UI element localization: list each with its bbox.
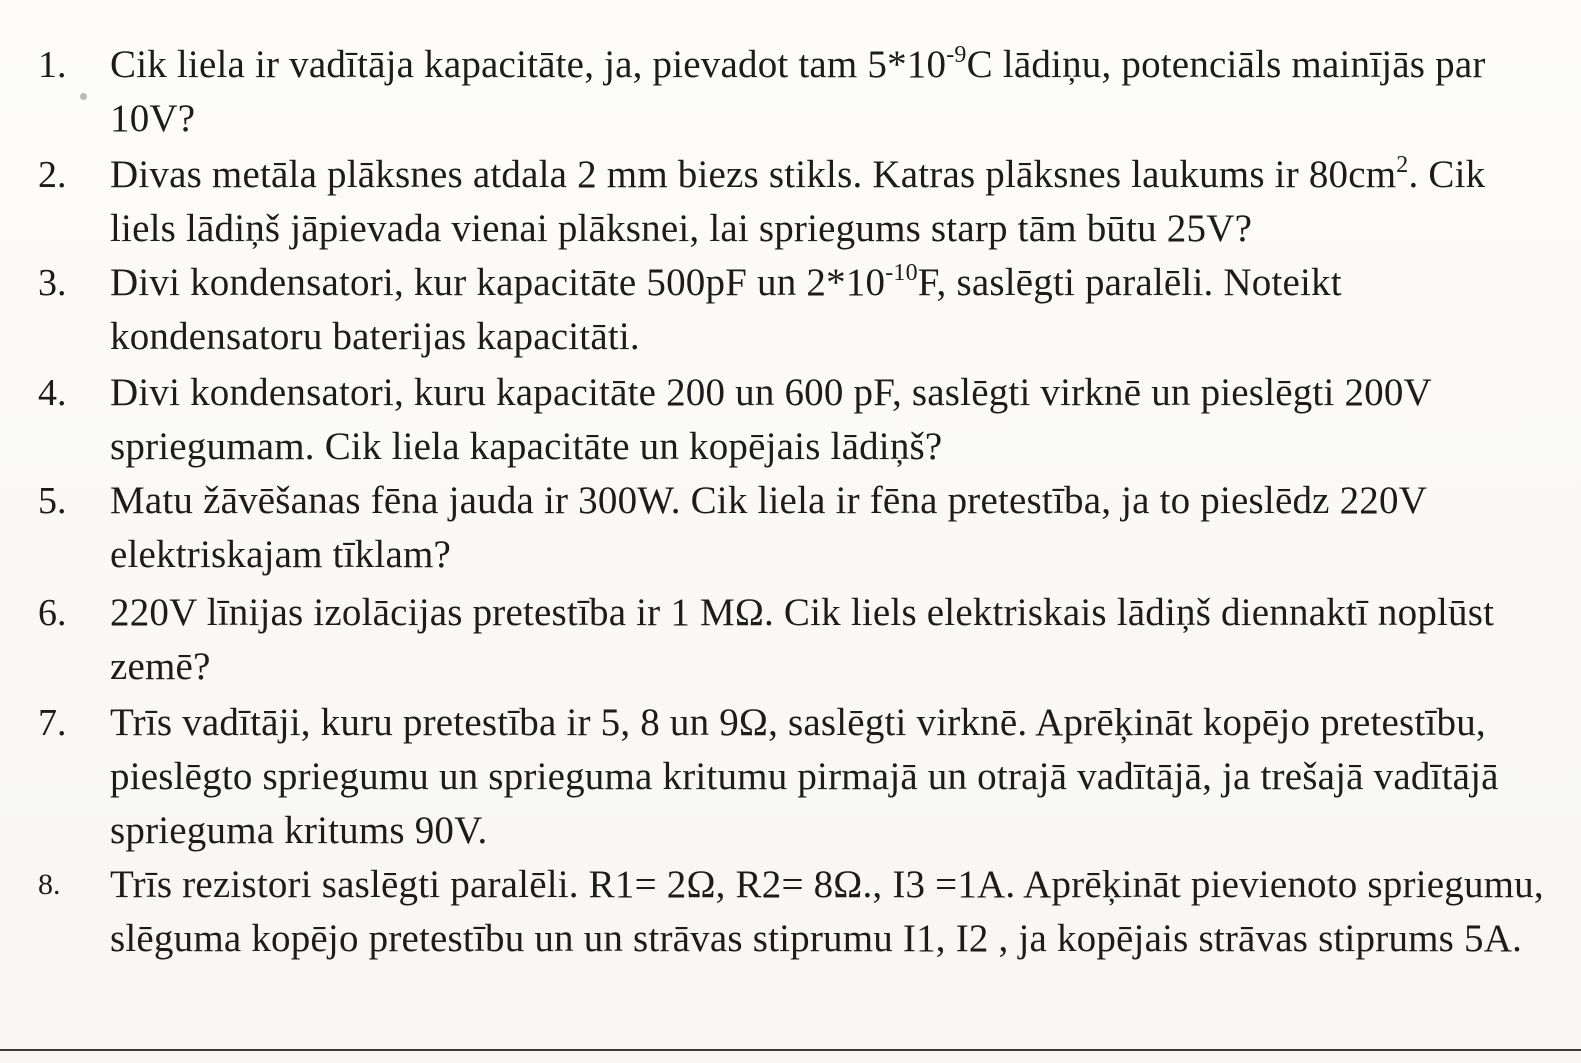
problem-text: Trīs rezistori saslēgti paralēli. R1= 2Ω, R2= 8Ω., I3 =1A. Aprēķināt pievienoto spriegumu, slēguma kopējo pretestību un un strāvas stiprumu I1, I2 , ja kopējais strāvas stiprums 5A. — [110, 863, 1544, 960]
problem-number: 6. — [38, 592, 67, 634]
problem-item — [0, 148, 1581, 256]
problem-text: Divi kondensatori, kuru kapacitāte 200 un 600 pF, saslēgti virknē un pieslēgti 200V spriegumam. Cik liela kapacitāte un kopējais lādiņš? — [110, 371, 1432, 468]
problem-item — [0, 474, 1581, 582]
problem-item — [0, 366, 1581, 474]
problem-text: Cik liela ir vadītāja kapacitāte, ja, pievadot tam $5*10^{-9}C$ lādiņu, potenciāls mainījās par 10V? — [110, 42, 1486, 140]
problem-item — [0, 38, 1581, 146]
exponent: 2 — [1396, 152, 1409, 178]
exponent: -9 — [946, 42, 967, 68]
problem-text: Divi kondensatori, kur kapacitāte 500pF un $2*10^{-10}F$, saslēgti paralēli. Noteikt kondensatoru baterijas kapacitāti. — [110, 260, 1342, 358]
problem-item — [0, 696, 1581, 858]
problem-text: Matu žāvēšanas fēna jauda ir 300W. Cik liela ir fēna pretestība, ja to pieslēdz 220V elektriskajam tīklam? — [110, 479, 1427, 576]
problem-number: 8. — [38, 868, 61, 901]
bottom-border-line — [0, 1049, 1581, 1051]
problem-text: Trīs vadītāji, kuru pretestība ir 5, 8 un 9Ω, saslēgti virknē. Aprēķināt kopējo pretestību, pieslēgto spriegumu un sprieguma kritumu pirmajā un otrajā vadītājā, ja trešajā vadītājā sprieguma kritums 90V. — [110, 701, 1499, 852]
problem-item — [0, 858, 1581, 966]
problem-number: 7. — [38, 702, 67, 744]
problem-list — [0, 38, 1581, 966]
problem-number: 2. — [38, 154, 67, 196]
problem-text: 220V līnijas izolācijas pretestība ir 1 MΩ. Cik liels elektriskais lādiņš diennaktī noplūst zemē? — [110, 591, 1495, 688]
problem-number: 3. — [38, 262, 67, 304]
problem-text: Divas metāla plāksnes atdala 2 mm biezs stikls. Katras plāksnes laukums ir $80cm^2$. Cik liels lādiņš jāpievada vienai plāksnei, lai spriegums starp tām būtu 25V? — [110, 152, 1486, 250]
problem-number: 4. — [38, 372, 67, 414]
problem-number: 1. — [38, 44, 67, 86]
exponent: -10 — [885, 260, 918, 286]
problem-item — [0, 256, 1581, 364]
problem-item — [0, 586, 1581, 694]
problem-number: 5. — [38, 480, 67, 522]
